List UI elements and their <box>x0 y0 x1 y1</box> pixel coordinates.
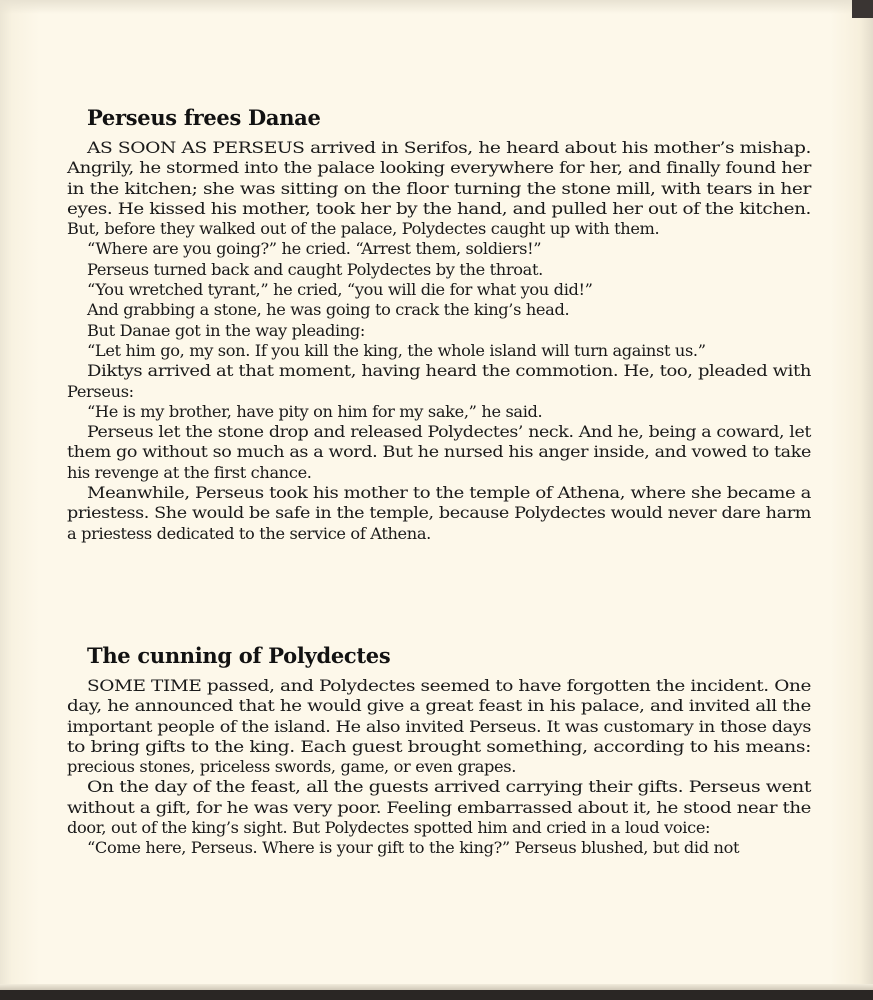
text-line: “Come here, Perseus. Where is your gift to the king?” Perseus blushed, but did not <box>87 838 740 858</box>
text-line: SOME TIME passed, and Polydectes seemed to have forgotten the incident. One <box>87 676 811 695</box>
section-perseus-frees-danae <box>0 105 873 544</box>
text-line: in the kitchen; she was sitting on the floor turning the stone mill, with tears in her <box>67 178 811 198</box>
page-top-edge <box>0 0 873 14</box>
text-line: On the day of the feast, all the guests arrived carrying their gifts. Perseus went <box>87 777 811 797</box>
text-line: Perseus turned back and caught Polydectes by the throat. <box>87 259 543 279</box>
text-line: Angrily, he stormed into the palace looking everywhere for her, and finally found her <box>67 158 811 178</box>
text-line: “Let him go, my son. If you kill the king, the whole island will turn against us.” <box>87 340 706 360</box>
text-line: priestess. She would be safe in the temple, because Polydectes would never dare harm <box>67 503 811 523</box>
text-line: a priestess dedicated to the service of Athena. <box>67 523 431 543</box>
page-corner-shadow <box>852 0 873 18</box>
text-line: Perseus let the stone drop and released Polydectes’ neck. And he, being a coward, let <box>87 422 811 442</box>
text-line: precious stones, priceless swords, game, or even grapes. <box>67 757 517 777</box>
page-binding-shadow <box>0 990 873 1000</box>
text-line: day, he announced that he would give a great feast in his palace, and invited all the <box>67 696 811 716</box>
section-heading: The cunning of Polydectes <box>87 643 391 668</box>
text-line: “Where are you going?” he cried. “Arrest them, soldiers!” <box>87 239 542 259</box>
text-line: to bring gifts to the king. Each guest brought something, according to his means: <box>67 736 812 756</box>
text-line: Meanwhile, Perseus took his mother to the temple of Athena, where she became a <box>87 483 811 503</box>
text-line: them go without so much as a word. But he nursed his anger inside, and vowed to take <box>67 442 812 462</box>
text-line: But Danae got in the way pleading: <box>87 320 366 340</box>
section-cunning-of-polydectes <box>0 643 873 859</box>
text-line: And grabbing a stone, he was going to crack the king’s head. <box>87 300 570 320</box>
section-body <box>0 138 873 544</box>
text-line: eyes. He kissed his mother, took her by the hand, and pulled her out of the kitchen. <box>67 198 811 218</box>
text-line: AS SOON AS PERSEUS arrived in Serifos, he heard about his mother’s mishap. <box>87 138 811 157</box>
text-line: “He is my brother, have pity on him for my sake,” he said. <box>87 401 543 421</box>
text-line: his revenge at the first chance. <box>67 462 312 482</box>
text-line: without a gift, for he was very poor. Feeling embarrassed about it, he stood near the <box>67 797 811 817</box>
section-heading: Perseus frees Danae <box>87 105 321 130</box>
text-line: Perseus: <box>67 381 134 401</box>
text-line: “You wretched tyrant,” he cried, “you will die for what you did!” <box>87 280 593 300</box>
text-line: But, before they walked out of the palace, Polydectes caught up with them. <box>67 219 660 239</box>
text-line: important people of the island. He also invited Perseus. It was customary in those days <box>67 716 811 736</box>
text-line: door, out of the king’s sight. But Polydectes spotted him and cried in a loud voice: <box>67 818 711 838</box>
text-line: Diktys arrived at that moment, having heard the commotion. He, too, pleaded with <box>87 361 811 381</box>
section-body <box>0 676 873 859</box>
